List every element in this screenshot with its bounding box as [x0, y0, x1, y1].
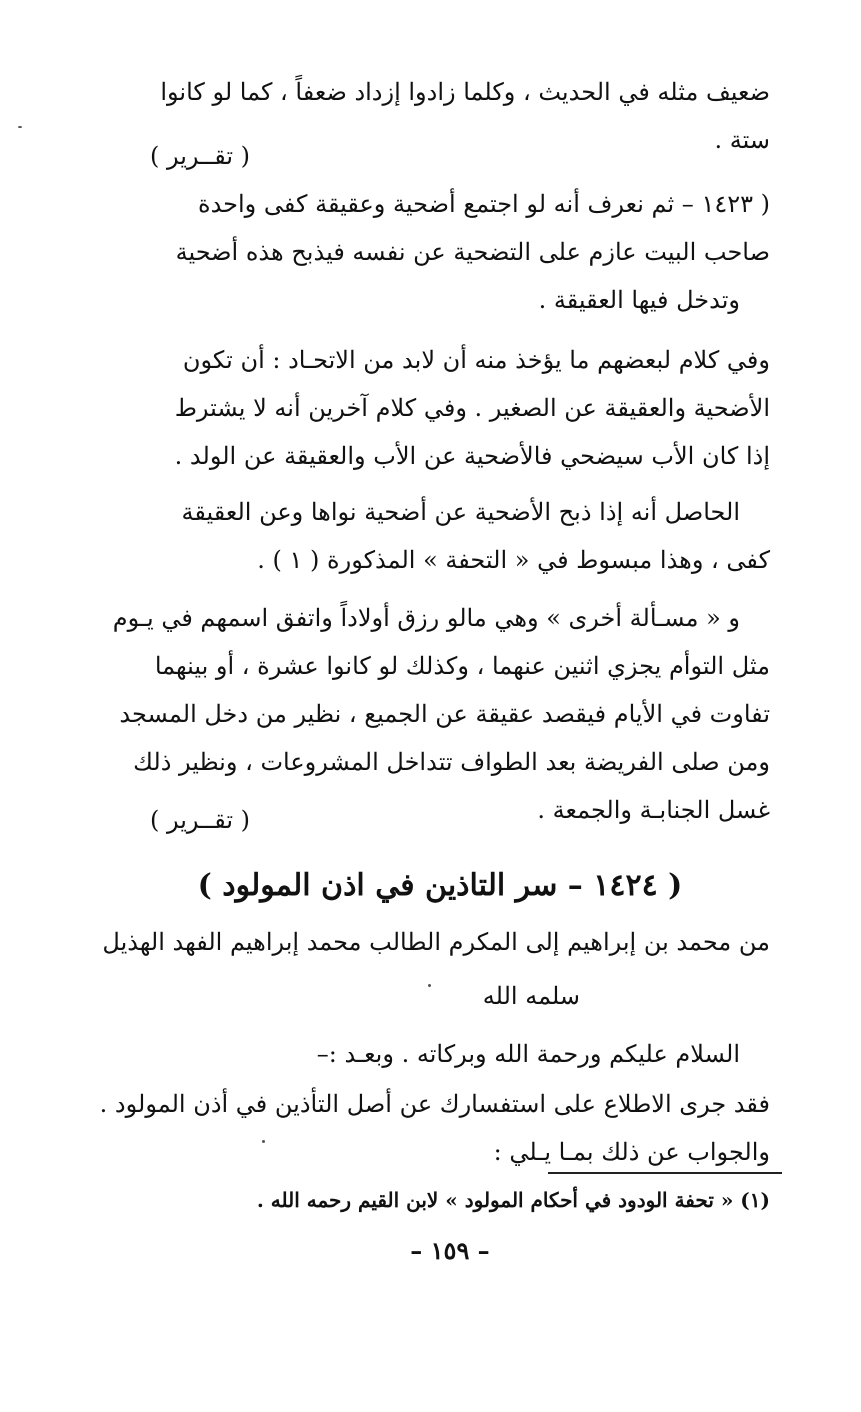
- text-line: ( ١٤٢٣ – ثم نعرف أنه لو اجتمع أضحية وعقيقة كفى واحدة: [198, 190, 770, 218]
- text-line: مثل التوأم يجزي اثنين عنهما ، وكذلك لو كانوا عشرة ، أو بينهما: [154, 652, 770, 680]
- text-line: غسل الجنابـة والجمعة .: [537, 796, 770, 824]
- footnote-divider: [548, 1172, 782, 1174]
- letter-from-line: من محمد بن إبراهيم إلى المكرم الطالب محمد إبراهيم الفهد الهذيل: [102, 928, 770, 956]
- paragraph-4: [140, 488, 770, 584]
- paragraph-2: [140, 180, 770, 324]
- scan-speck: [262, 1140, 265, 1143]
- source-tag: ( تقــرير ): [150, 142, 251, 170]
- text-line: وتدخل فيها العقيقة .: [538, 286, 740, 314]
- text-line: وفي كلام لبعضهم ما يؤخذ منه أن لابد من الاتحـاد : أن تكون: [182, 346, 770, 374]
- text-line: كفى ، وهذا مبسوط في « التحفة » المذكورة ( ١ ) .: [257, 546, 770, 574]
- text-line: ستة .: [714, 126, 770, 154]
- scan-speck: [428, 984, 431, 987]
- paragraph-3: [140, 336, 770, 480]
- text-line: تفاوت في الأيام فيقصد عقيقة عن الجميع ، نظير من دخل المسجد: [119, 700, 770, 728]
- paragraph-5: [112, 594, 770, 834]
- section-heading: ( ١٤٢٤ – سر التاذين في اذن المولود ): [197, 868, 683, 903]
- text-line: ضعيف مثله في الحديث ، وكلما زادوا إزداد ضعفاً ، كما لو كانوا: [160, 78, 770, 106]
- scan-speck: [18, 126, 22, 128]
- page-number: – ١٥٩ –: [410, 1236, 490, 1265]
- text-line: إذا كان الأب سيضحي فالأضحية عن الأب والعقيقة عن الولد .: [174, 442, 770, 470]
- text-line: الحاصل أنه إذا ذبح الأضحية عن أضحية نواها وعن العقيقة: [181, 498, 740, 526]
- text-line: صاحب البيت عازم على التضحية عن نفسه فيذبح هذه أضحية: [175, 238, 770, 266]
- letter-body: فقد جرى الاطلاع على استفسارك عن أصل التأذين في أذن المولود .: [99, 1090, 770, 1118]
- letter: [99, 918, 770, 1176]
- text-line: الأضحية والعقيقة عن الصغير . وفي كلام آخرين أنه لا يشترط: [174, 394, 770, 422]
- source-tag: ( تقــرير ): [150, 806, 251, 834]
- text-line: ومن صلى الفريضة بعد الطواف تتداخل المشروعات ، ونظير ذلك: [133, 748, 770, 776]
- letter-blessing: سلمه الله: [482, 982, 580, 1010]
- letter-greeting: السلام عليكم ورحمة الله وبركاته . وبعـد :–: [316, 1040, 740, 1068]
- text-line: و « مسـألة أخرى » وهي مالو رزق أولاداً واتفق اسمهم في يـوم: [112, 604, 740, 632]
- letter-answer: والجواب عن ذلك بمـا يـلي :: [493, 1138, 770, 1166]
- footnote: (١) « تحفة الودود في أحكام المولود » لابن القيم رحمه الله .: [256, 1188, 770, 1212]
